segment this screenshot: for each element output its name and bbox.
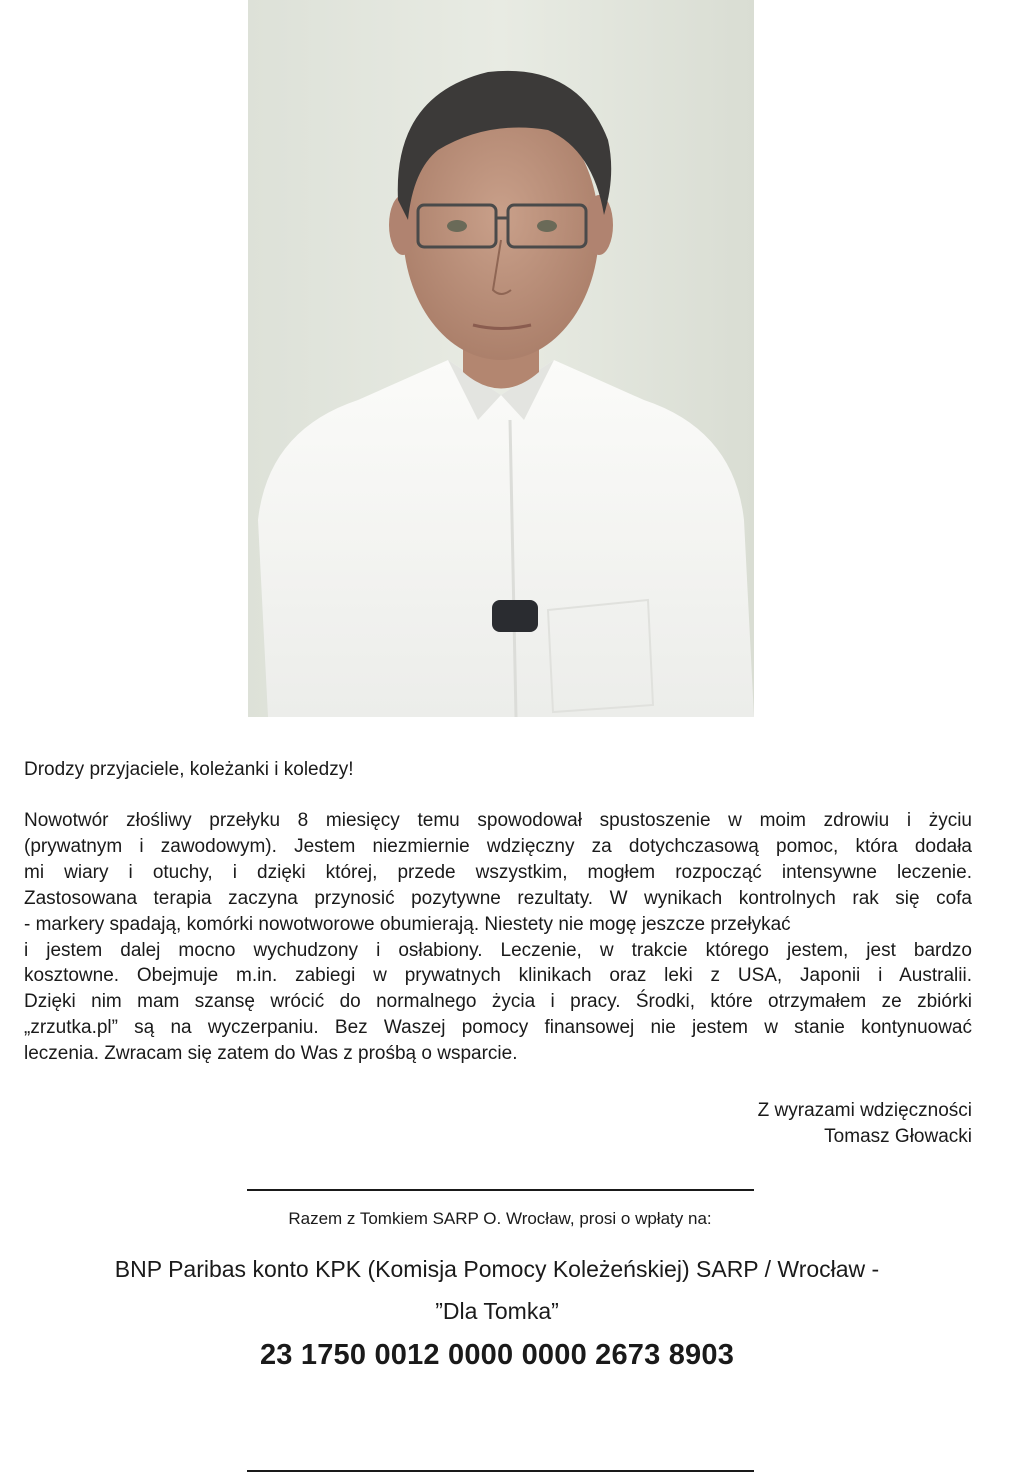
- divider-bottom: [247, 1470, 754, 1472]
- donation-appeal: Razem z Tomkiem SARP O. Wrocław, prosi o wpłaty na:: [288, 1209, 712, 1228]
- letter-line: Nowotwór złośliwy przełyku 8 miesięcy temu spowodował spustoszenie w moim zdrowiu i życiu: [24, 810, 972, 831]
- bank-account-number: 23 1750 0012 0000 0000 2673 8903: [259, 1339, 735, 1371]
- letter-line: Dzięki nim mam szansę wrócić do normalnego życia i pracy. Środki, które otrzymałem ze zbiórki: [24, 991, 972, 1013]
- closing-phrase: Z wyrazami wdzięczności: [757, 1100, 972, 1121]
- bank-account-name: BNP Paribas konto KPK (Komisja Pomocy Koleżeńskiej) SARP / Wrocław -: [114, 1256, 880, 1282]
- divider-top: [247, 1189, 754, 1191]
- letter-line: leczenia. Zwracam się zatem do Was z prośbą o wsparcie.: [24, 1043, 518, 1065]
- bank-account-title: ”Dla Tomka”: [435, 1298, 559, 1324]
- letter-line: Zastosowana terapia zaczyna przynosić pozytywne rezultaty. W wynikach kontrolnych rak się cofa: [24, 887, 972, 909]
- letter-line: kosztowne. Obejmuje m.in. zabiegi w prywatnych klinikach oraz leki z USA, Japonii i Australii.: [24, 965, 972, 987]
- signature-name: Tomasz Głowacki: [824, 1126, 972, 1147]
- letter-greeting: Drodzy przyjaciele, koleżanki i koledzy!: [24, 759, 354, 780]
- letter-closing-block: [758, 1098, 972, 1150]
- letter-line: i jestem dalej mocno wychudzony i osłabiony. Leczenie, w trakcie którego jestem, jest bardzo: [24, 939, 972, 961]
- portrait-illustration: [248, 0, 754, 717]
- letter-line: „zrzutka.pl” są na wyczerpaniu. Bez Waszej pomocy finansowej nie jestem w stanie kontynuować: [24, 1017, 972, 1039]
- letter-line: - markery spadają, komórki nowotworowe obumierają. Niestety nie mogę jeszcze przełykać: [24, 913, 791, 935]
- portrait-photo: [248, 0, 754, 717]
- letter-body: [24, 808, 972, 1067]
- letter-line: mi wiary i otuchy, i dzięki której, przede wszystkim, mogłem rozpocząć intensywne leczenie.: [24, 861, 972, 883]
- letter-line: (prywatnym i zawodowym). Jestem niezmiernie wdzięczny za dotychczasową pomoc, która dodała: [24, 835, 972, 857]
